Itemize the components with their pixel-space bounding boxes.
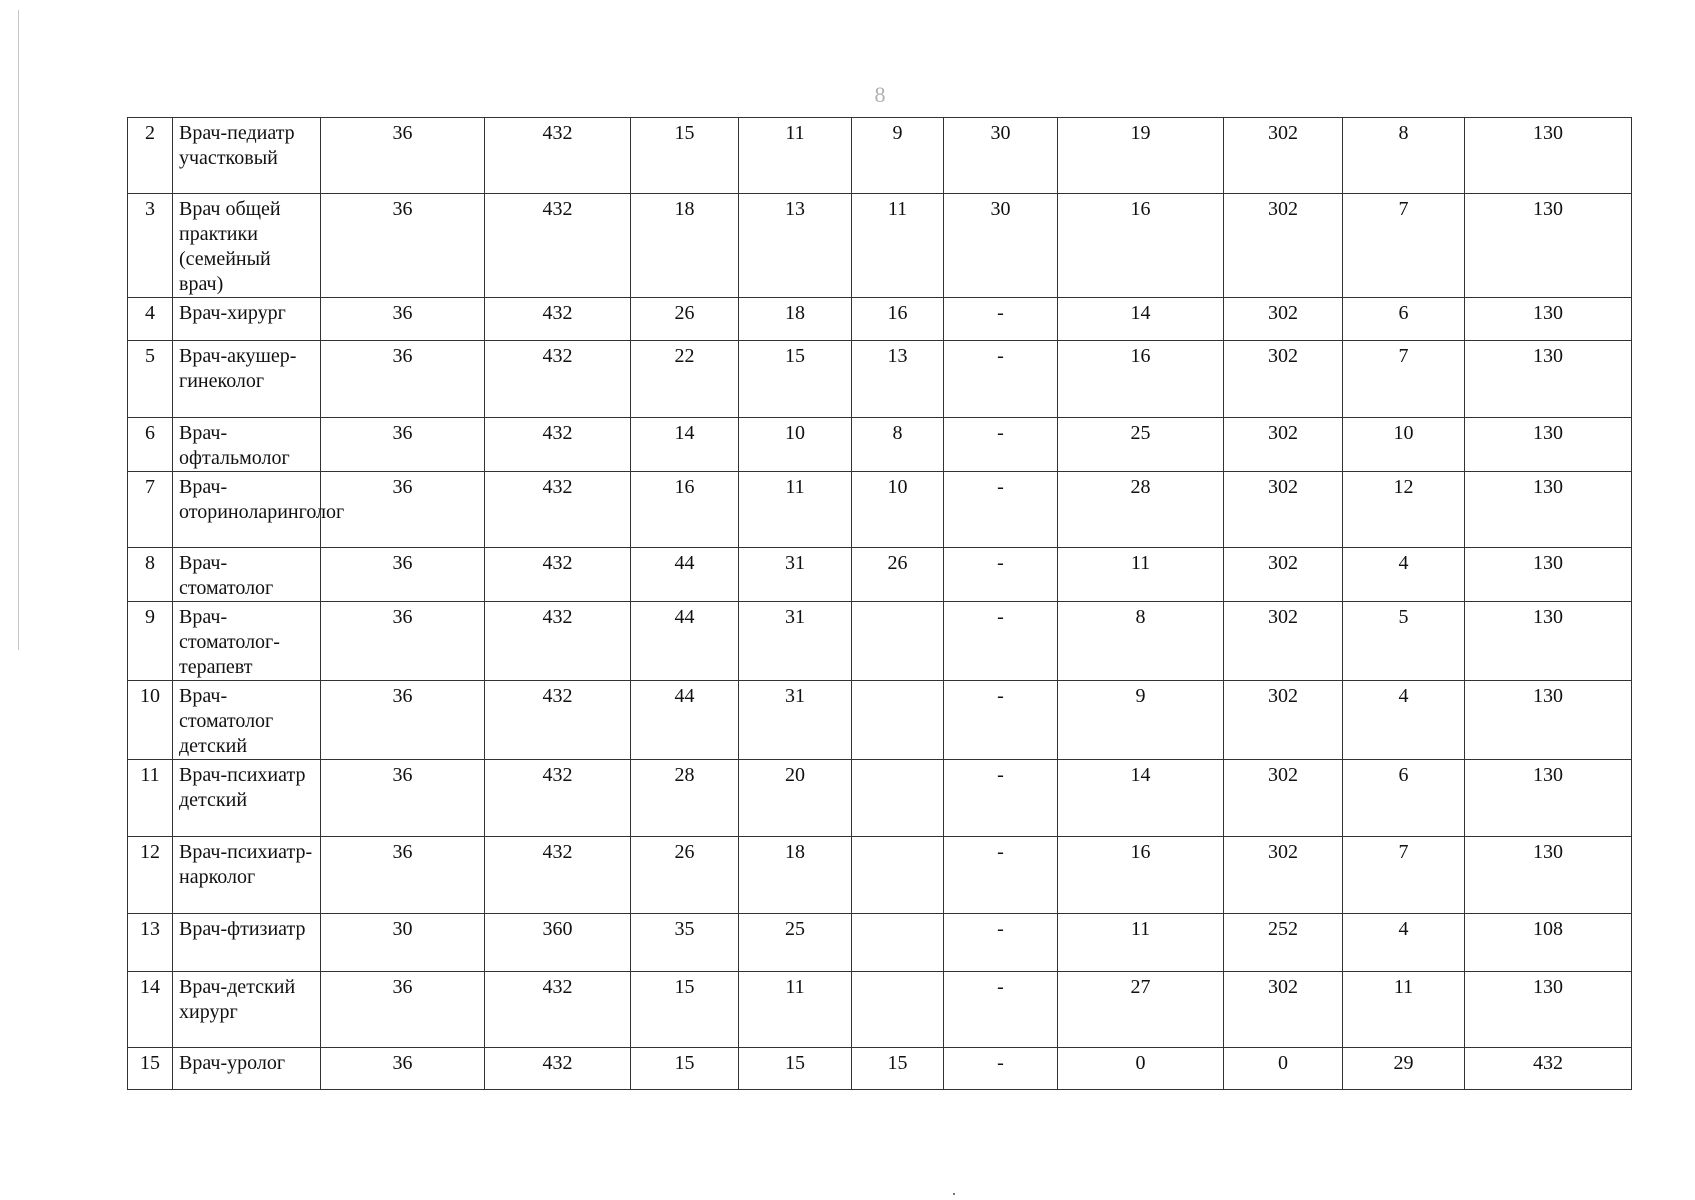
table-row <box>128 194 1632 298</box>
value-cell: 18 <box>739 298 852 341</box>
value-cell <box>852 914 944 972</box>
value-cell: 302 <box>1224 602 1343 681</box>
value-cell: 15 <box>739 1048 852 1090</box>
value-cell: 14 <box>631 418 739 472</box>
value-cell: 130 <box>1465 760 1632 837</box>
value-cell: 36 <box>321 548 485 602</box>
value-cell: 432 <box>485 418 631 472</box>
value-cell: 130 <box>1465 602 1632 681</box>
value-cell: 0 <box>1058 1048 1224 1090</box>
value-cell: 31 <box>739 602 852 681</box>
specialty-name: Врач-детский хирург <box>173 972 321 1048</box>
value-cell: 302 <box>1224 548 1343 602</box>
value-cell: - <box>944 837 1058 914</box>
value-cell: 302 <box>1224 681 1343 760</box>
table-row <box>128 118 1632 194</box>
value-cell: 22 <box>631 341 739 418</box>
value-cell: 15 <box>739 341 852 418</box>
value-cell: 10 <box>1343 418 1465 472</box>
value-cell: 13 <box>739 194 852 298</box>
value-cell: 130 <box>1465 548 1632 602</box>
value-cell: 13 <box>852 341 944 418</box>
row-number: 11 <box>128 760 173 837</box>
specialty-name: Врач-психиатр-нарколог <box>173 837 321 914</box>
value-cell: 302 <box>1224 760 1343 837</box>
value-cell: 130 <box>1465 681 1632 760</box>
value-cell: 432 <box>485 681 631 760</box>
specialty-name: Врач-стоматолог детский <box>173 681 321 760</box>
specialty-name: Врач-стоматолог-терапевт <box>173 602 321 681</box>
value-cell: 8 <box>1058 602 1224 681</box>
value-cell: 302 <box>1224 837 1343 914</box>
value-cell: 11 <box>1343 972 1465 1048</box>
value-cell: 26 <box>631 298 739 341</box>
value-cell: 4 <box>1343 914 1465 972</box>
specialty-name: Врач-стоматолог <box>173 548 321 602</box>
value-cell: 18 <box>631 194 739 298</box>
table-row <box>128 472 1632 548</box>
value-cell: 28 <box>631 760 739 837</box>
value-cell <box>852 681 944 760</box>
specialty-name: Врач-хирург <box>173 298 321 341</box>
value-cell: 25 <box>739 914 852 972</box>
value-cell: - <box>944 914 1058 972</box>
value-cell: 19 <box>1058 118 1224 194</box>
value-cell: 432 <box>485 298 631 341</box>
value-cell: 11 <box>1058 548 1224 602</box>
value-cell: 44 <box>631 602 739 681</box>
value-cell: 432 <box>485 837 631 914</box>
value-cell: 18 <box>739 837 852 914</box>
value-cell: 36 <box>321 1048 485 1090</box>
page-margin-line <box>18 10 19 650</box>
row-number: 8 <box>128 548 173 602</box>
value-cell: 5 <box>1343 602 1465 681</box>
value-cell: 7 <box>1343 837 1465 914</box>
value-cell: 36 <box>321 298 485 341</box>
value-cell: 15 <box>631 972 739 1048</box>
value-cell: 9 <box>852 118 944 194</box>
value-cell: 44 <box>631 548 739 602</box>
table-row <box>128 341 1632 418</box>
value-cell: 36 <box>321 972 485 1048</box>
value-cell: - <box>944 681 1058 760</box>
value-cell: 36 <box>321 118 485 194</box>
value-cell: 36 <box>321 418 485 472</box>
value-cell: 27 <box>1058 972 1224 1048</box>
value-cell: 9 <box>1058 681 1224 760</box>
specialty-name: Врач общей практики (семейный врач) <box>173 194 321 298</box>
value-cell: 15 <box>852 1048 944 1090</box>
table-row <box>128 418 1632 472</box>
value-cell: 432 <box>485 972 631 1048</box>
specialty-name: Врач-оториноларинголог <box>173 472 321 548</box>
value-cell: - <box>944 341 1058 418</box>
table-row <box>128 298 1632 341</box>
value-cell: - <box>944 418 1058 472</box>
value-cell: 15 <box>631 1048 739 1090</box>
specialty-name: Врач-акушер-гинеколог <box>173 341 321 418</box>
value-cell: 25 <box>1058 418 1224 472</box>
value-cell: 14 <box>1058 298 1224 341</box>
value-cell: 29 <box>1343 1048 1465 1090</box>
value-cell <box>852 837 944 914</box>
value-cell: 11 <box>852 194 944 298</box>
value-cell: 36 <box>321 681 485 760</box>
specialty-name: Врач-психиатр детский <box>173 760 321 837</box>
value-cell: 20 <box>739 760 852 837</box>
value-cell: 4 <box>1343 548 1465 602</box>
row-number: 2 <box>128 118 173 194</box>
value-cell: 26 <box>631 837 739 914</box>
value-cell: 6 <box>1343 298 1465 341</box>
value-cell: 36 <box>321 602 485 681</box>
row-number: 12 <box>128 837 173 914</box>
value-cell: 36 <box>321 760 485 837</box>
value-cell: 302 <box>1224 118 1343 194</box>
row-number: 13 <box>128 914 173 972</box>
value-cell: - <box>944 602 1058 681</box>
value-cell: 12 <box>1343 472 1465 548</box>
value-cell: 432 <box>485 341 631 418</box>
value-cell: 432 <box>485 602 631 681</box>
specialty-name: Врач-фтизиатр <box>173 914 321 972</box>
value-cell: 28 <box>1058 472 1224 548</box>
value-cell: 16 <box>1058 194 1224 298</box>
value-cell: 0 <box>1224 1048 1343 1090</box>
value-cell: 432 <box>485 1048 631 1090</box>
value-cell: - <box>944 298 1058 341</box>
row-number: 7 <box>128 472 173 548</box>
value-cell: 31 <box>739 548 852 602</box>
value-cell: 36 <box>321 194 485 298</box>
value-cell: 7 <box>1343 194 1465 298</box>
value-cell: - <box>944 472 1058 548</box>
value-cell: 36 <box>321 341 485 418</box>
value-cell: 302 <box>1224 418 1343 472</box>
row-number: 4 <box>128 298 173 341</box>
value-cell: 130 <box>1465 341 1632 418</box>
value-cell: 302 <box>1224 194 1343 298</box>
value-cell: 130 <box>1465 472 1632 548</box>
value-cell: 4 <box>1343 681 1465 760</box>
value-cell: 16 <box>1058 837 1224 914</box>
row-number: 5 <box>128 341 173 418</box>
value-cell: 11 <box>739 472 852 548</box>
value-cell: 130 <box>1465 418 1632 472</box>
value-cell <box>852 602 944 681</box>
value-cell: 360 <box>485 914 631 972</box>
value-cell: 31 <box>739 681 852 760</box>
specialty-name: Врач-педиатр участковый <box>173 118 321 194</box>
value-cell: 130 <box>1465 972 1632 1048</box>
value-cell: 302 <box>1224 341 1343 418</box>
value-cell: 6 <box>1343 760 1465 837</box>
value-cell: 44 <box>631 681 739 760</box>
value-cell <box>852 972 944 1048</box>
value-cell: 14 <box>1058 760 1224 837</box>
value-cell: 11 <box>739 972 852 1048</box>
row-number: 10 <box>128 681 173 760</box>
scan-speck <box>953 1193 955 1195</box>
value-cell: - <box>944 972 1058 1048</box>
value-cell: 16 <box>1058 341 1224 418</box>
table-row <box>128 972 1632 1048</box>
value-cell: 30 <box>321 914 485 972</box>
value-cell: 30 <box>944 118 1058 194</box>
row-number: 9 <box>128 602 173 681</box>
value-cell: 432 <box>485 548 631 602</box>
value-cell: 432 <box>485 194 631 298</box>
value-cell: 16 <box>631 472 739 548</box>
table-row <box>128 548 1632 602</box>
specialty-name: Врач-офтальмолог <box>173 418 321 472</box>
table-row <box>128 1048 1632 1090</box>
row-number: 14 <box>128 972 173 1048</box>
value-cell: 130 <box>1465 194 1632 298</box>
row-number: 15 <box>128 1048 173 1090</box>
value-cell: 8 <box>852 418 944 472</box>
value-cell: 130 <box>1465 837 1632 914</box>
table-row <box>128 914 1632 972</box>
value-cell: 108 <box>1465 914 1632 972</box>
page-number: 8 <box>874 82 886 107</box>
value-cell: 8 <box>1343 118 1465 194</box>
specialty-name: Врач-уролог <box>173 1048 321 1090</box>
value-cell: 26 <box>852 548 944 602</box>
row-number: 3 <box>128 194 173 298</box>
value-cell: 252 <box>1224 914 1343 972</box>
value-cell: 35 <box>631 914 739 972</box>
value-cell: 16 <box>852 298 944 341</box>
value-cell: 36 <box>321 472 485 548</box>
value-cell: 432 <box>485 760 631 837</box>
value-cell: 36 <box>321 837 485 914</box>
value-cell: 432 <box>485 472 631 548</box>
value-cell: - <box>944 548 1058 602</box>
value-cell: 130 <box>1465 118 1632 194</box>
value-cell: - <box>944 1048 1058 1090</box>
value-cell: 302 <box>1224 298 1343 341</box>
value-cell: 11 <box>1058 914 1224 972</box>
value-cell: 302 <box>1224 972 1343 1048</box>
value-cell: 30 <box>944 194 1058 298</box>
value-cell: 10 <box>739 418 852 472</box>
value-cell <box>852 760 944 837</box>
table-row <box>128 837 1632 914</box>
value-cell: 432 <box>1465 1048 1632 1090</box>
staffing-table <box>127 117 1632 1090</box>
row-number: 6 <box>128 418 173 472</box>
table-row <box>128 681 1632 760</box>
value-cell: 15 <box>631 118 739 194</box>
value-cell: 130 <box>1465 298 1632 341</box>
table-row <box>128 760 1632 837</box>
table-row <box>128 602 1632 681</box>
value-cell: 7 <box>1343 341 1465 418</box>
value-cell: 302 <box>1224 472 1343 548</box>
value-cell: - <box>944 760 1058 837</box>
value-cell: 10 <box>852 472 944 548</box>
value-cell: 11 <box>739 118 852 194</box>
value-cell: 432 <box>485 118 631 194</box>
